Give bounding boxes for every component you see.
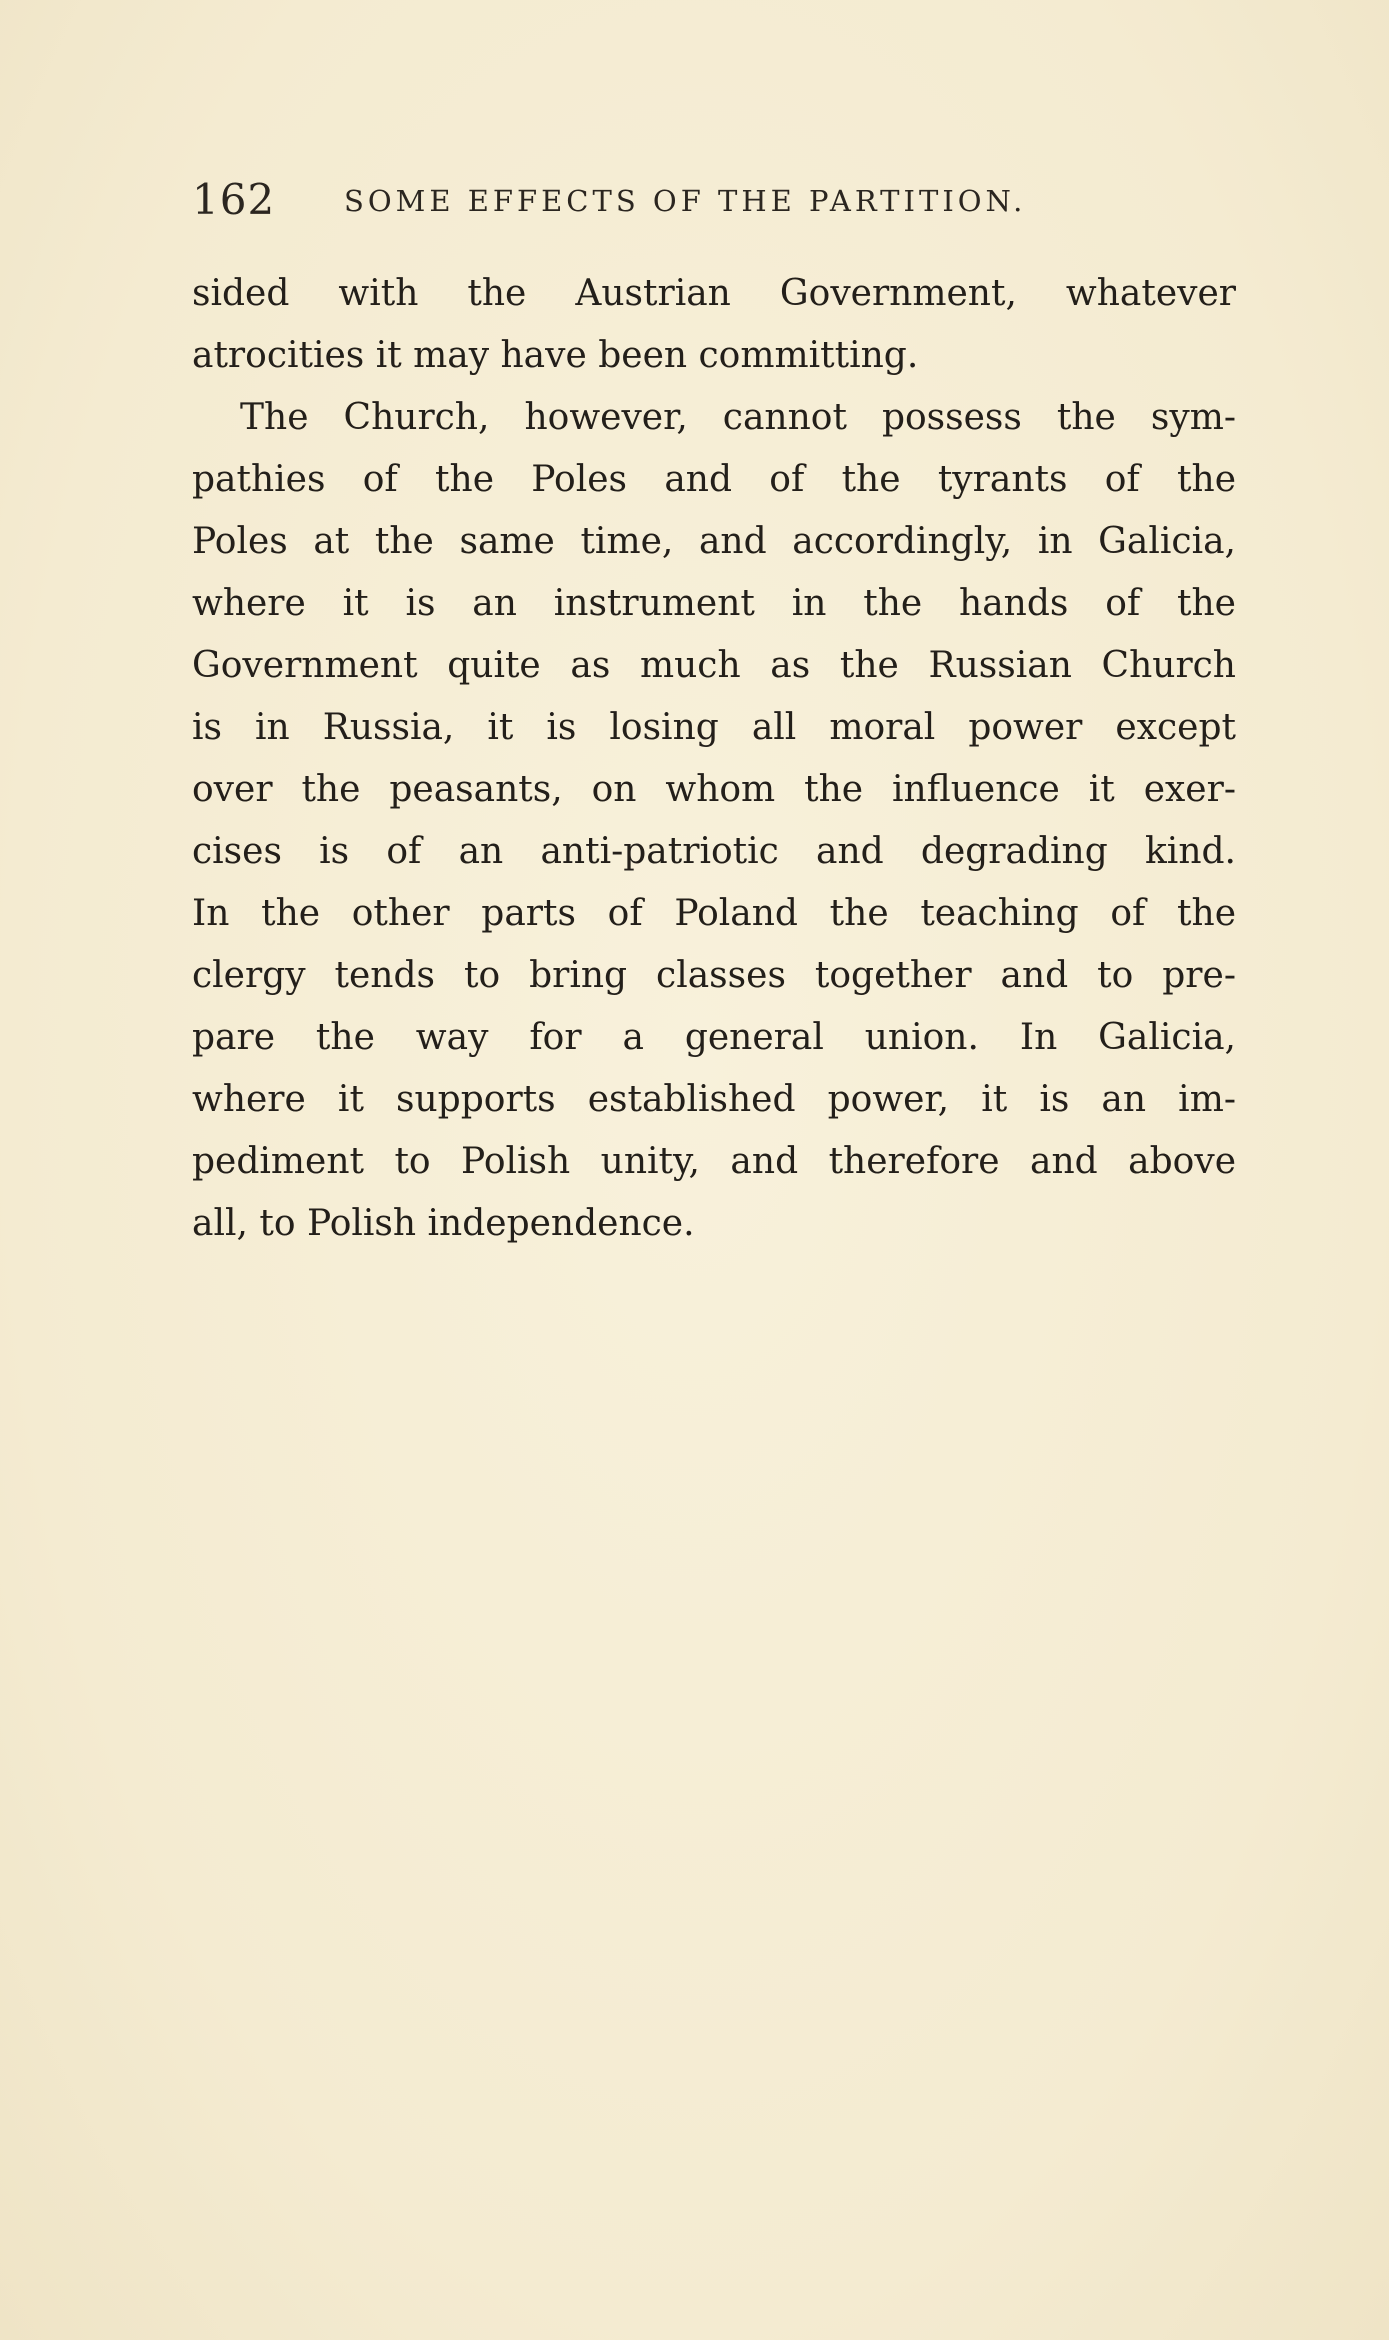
text-line: pathies of the Poles and of the tyrants of the [192, 459, 1236, 500]
text-line: pare the way for a general union. In Galicia, [192, 1017, 1236, 1058]
text-line: is in Russia, it is losing all moral power except [192, 707, 1236, 748]
page-header [192, 170, 1242, 230]
running-head: SOME EFFECTS OF THE PARTITION. [344, 184, 1027, 218]
text-line: atrocities it may have been committing. [192, 335, 919, 376]
text-line: sided with the Austrian Government, whatever [192, 273, 1236, 314]
text-line: where it supports established power, it is an im- [192, 1079, 1236, 1120]
body-text [192, 263, 1236, 1255]
text-line: The Church, however, cannot possess the sym- [240, 397, 1236, 438]
text-line: In the other parts of Poland the teaching of the [192, 893, 1236, 934]
text-line: clergy tends to bring classes together and to pre- [192, 955, 1236, 996]
text-line: where it is an instrument in the hands of the [192, 583, 1236, 624]
page-number: 162 [192, 175, 276, 224]
text-line: all, to Polish independence. [192, 1203, 695, 1244]
text-line: cises is of an anti-patriotic and degrading kind. [192, 831, 1236, 872]
text-line: Government quite as much as the Russian Church [192, 645, 1236, 686]
text-line: over the peasants, on whom the influence it exer- [192, 769, 1236, 810]
text-line: pediment to Polish unity, and therefore and above [192, 1141, 1236, 1182]
text-line: Poles at the same time, and accordingly, in Galicia, [192, 521, 1236, 562]
